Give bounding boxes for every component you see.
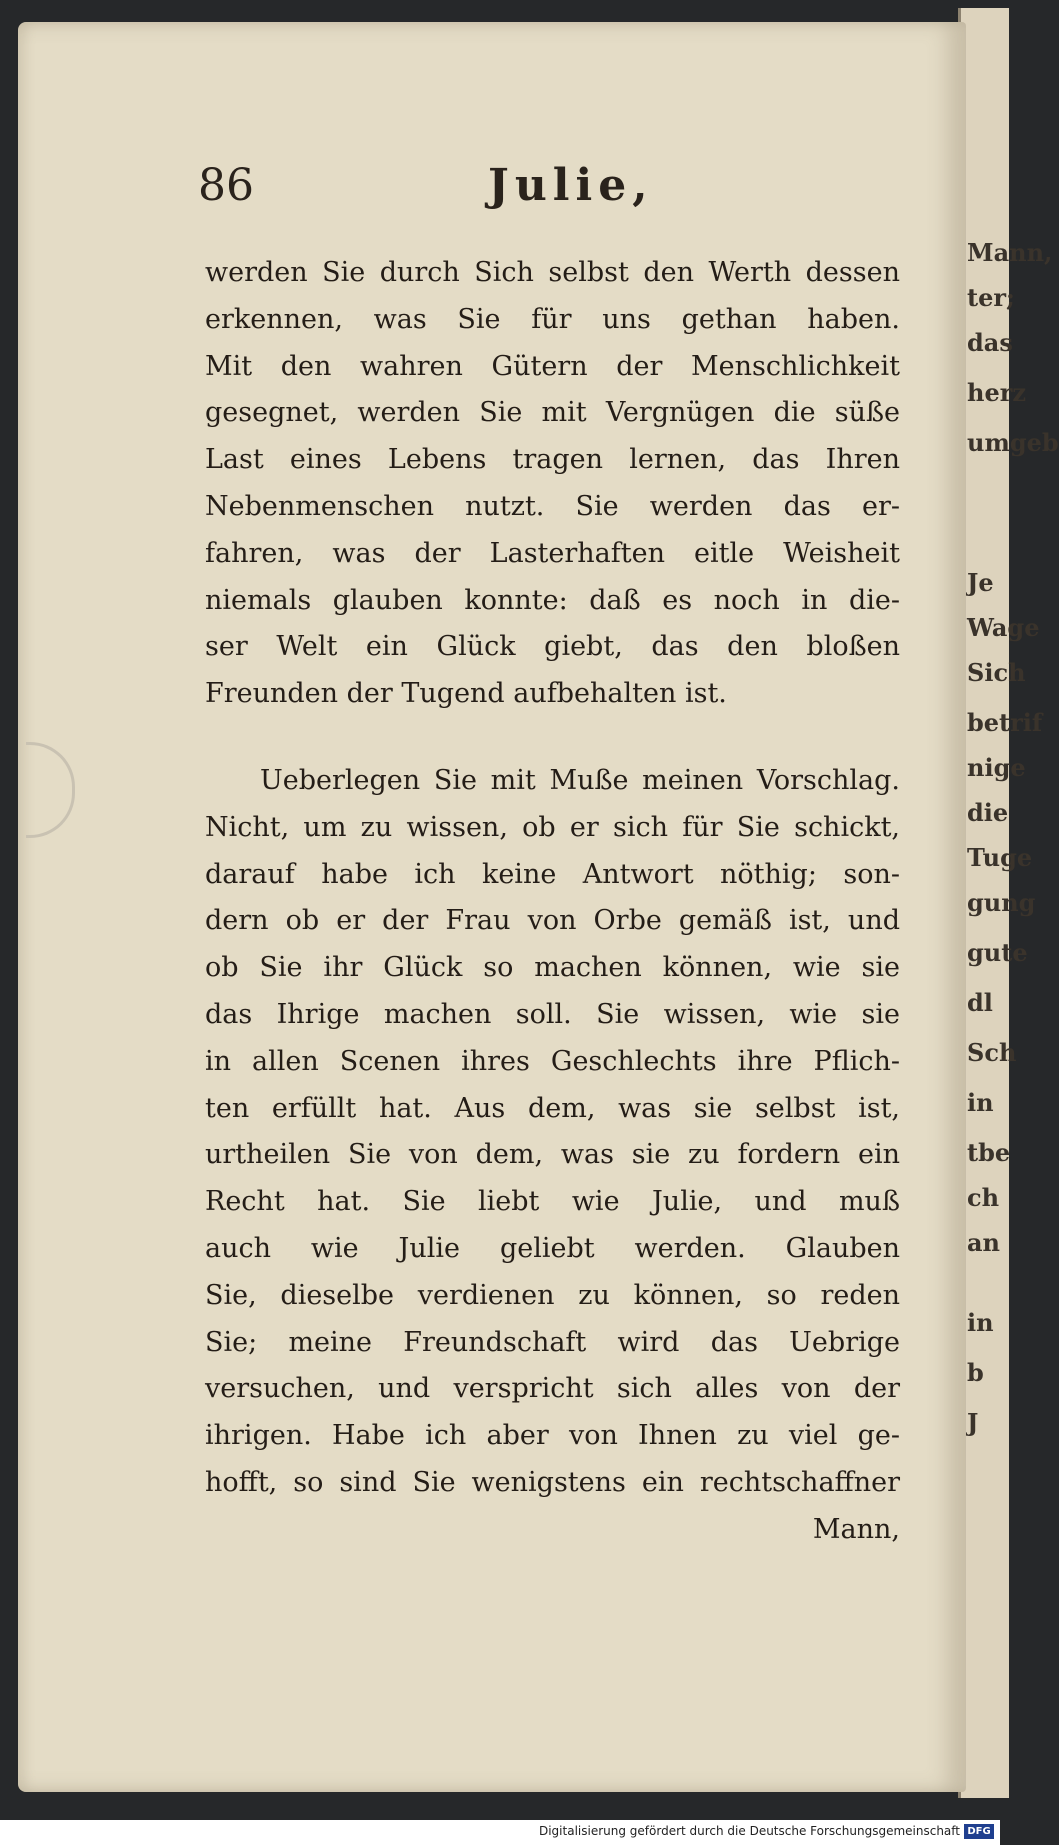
facing-fragment: ter; [967,283,1015,312]
running-title: Julie, [488,160,654,211]
text-line: auch wie Julie geliebt werden. Glauben [205,1232,900,1264]
facing-fragment: Sich [967,658,1026,687]
facing-fragment: herz [967,378,1026,407]
text-line: erkennen, was Sie für uns gethan haben. [205,303,900,335]
facing-fragment: Je [967,568,994,597]
text-line: Freunden der Tugend aufbehalten ist. [205,678,727,710]
paragraph [205,250,900,718]
text-line: Recht hat. Sie liebt wie Julie, und muß [205,1186,900,1218]
text-line: dern ob er der Frau von Orbe gemäß ist, und [205,905,900,937]
footer-bar [0,1820,1000,1845]
facing-fragment: das [967,328,1013,357]
text-line: Last eines Lebens tragen lernen, das Ihren [205,444,900,476]
text-line: Sie; meine Freundschaft wird das Uebrige [205,1326,900,1358]
text-line: werden Sie durch Sich selbst den Werth dessen [205,257,900,288]
text-line: ser Welt ein Glück giebt, das den bloßen [205,631,900,663]
facing-fragment: Tuge [967,843,1033,872]
text-line: Sie, dieselbe verdienen zu können, so reden [205,1279,900,1311]
text-line: ihrigen. Habe ich aber von Ihnen zu viel ge- [205,1420,900,1452]
funding-credit: Digitalisierung gefördert durch die Deutsche Forschungsgemeinschaft [538,1824,960,1838]
facing-fragment: Mann, [967,238,1053,267]
facing-fragment: ch [967,1183,1000,1212]
facing-fragment: dl [967,988,993,1017]
facing-fragment: in [967,1308,994,1337]
dfg-logo: DFG [964,1824,994,1839]
facing-fragment: Sch [967,1038,1017,1067]
text-line: versuchen, und verspricht sich alles von der [205,1373,900,1405]
text-line: fahren, was der Lasterhaften eitle Weisheit [205,537,900,569]
facing-fragment: gute [967,938,1028,967]
page-clip-mark [26,742,75,838]
text-line: Ueberlegen Sie mit Muße meinen Vorschlag. [260,764,900,796]
text-line: darauf habe ich keine Antwort nöthig; son- [205,858,900,890]
paragraph [205,758,900,1507]
facing-fragment: b [967,1358,984,1387]
text-line: ob Sie ihr Glück so machen können, wie sie [205,952,900,984]
body-text [205,250,900,1554]
text-line: Mit den wahren Gütern der Menschlichkeit [205,350,900,382]
facing-fragment: gung [967,888,1036,917]
catchword: Mann, [812,1513,900,1545]
running-head [198,160,818,220]
facing-fragment: tbe [967,1138,1011,1167]
facing-fragment: betrif [967,708,1043,737]
facing-fragment: die [967,798,1009,827]
text-line: ten erfüllt hat. Aus dem, was sie selbst ist, [205,1092,900,1124]
text-line: hofft, so sind Sie wenigstens ein rechtschaffner [205,1466,900,1498]
text-line: Nebenmenschen nutzt. Sie werden das er- [205,490,900,522]
text-line: Nicht, um zu wissen, ob er sich für Sie schickt, [205,811,900,843]
text-line: niemals glauben konnte: daß es noch in die- [205,584,900,616]
text-line: das Ihrige machen soll. Sie wissen, wie sie [205,998,900,1030]
facing-fragment: J [967,1408,979,1437]
facing-fragment: an [967,1228,1000,1257]
text-line: gesegnet, werden Sie mit Vergnügen die süße [205,397,900,429]
facing-fragment: nige [967,753,1026,782]
text-line: urtheilen Sie von dem, was sie zu fordern ein [205,1139,900,1171]
text-line: in allen Scenen ihres Geschlechts ihre Pflich- [205,1045,900,1077]
page-number: 86 [198,160,254,211]
facing-fragment: umgeb [967,428,1059,457]
facing-fragment: in [967,1088,994,1117]
facing-fragment: Wage [967,613,1040,642]
